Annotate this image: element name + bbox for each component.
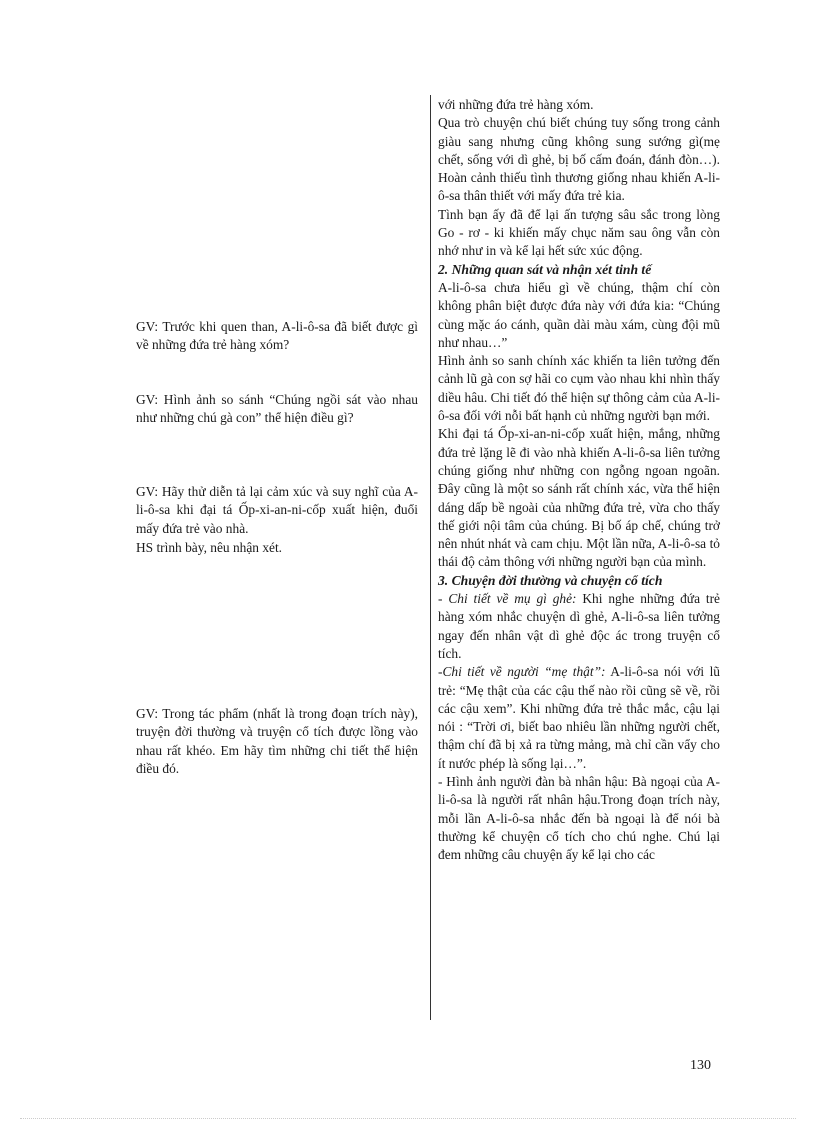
paragraph [438,590,720,663]
bottom-border [20,1118,796,1119]
page-number: 130 [690,1058,711,1073]
student-note: HS trình bày, nêu nhận xét. [136,540,283,555]
detail-text: A-li-ô-sa nói với lũ trẻ: “Mẹ thật của các cậu thế nào rồi cũng sẽ về, rồi các cậu xem”. Khi những đứa trẻ thắc mắc, cậu lại nói : “Trời ơi, biết bao nhiêu lần những người chết, thậm chí đã bị xả ra từng mảng, mà chỉ cần vẩy cho ít nước phép là sống lại…”. [438,664,720,771]
paragraph: Tình bạn ấy đã để lại ấn tượng sâu sắc trong lòng Go - rơ - ki khiến mấy chục năm sau ông vẫn còn nhớ như in và kể lại hết sức xúc động. [438,206,720,259]
paragraph: Hình ảnh so sanh chính xác khiến ta liên tưởng đến cảnh lũ gà con sợ hãi co cụm vào nhau khi nhìn thấy diều hâu. Chi tiết đó thể hiện sự thông cảm của A-li-ô-sa đối với nỗi bất hạnh củ những người bạn mới. [438,353,720,424]
section-heading-2: 2. Những quan sát và nhận xét tinh tế [438,261,652,277]
paragraph: - Hình ảnh người đàn bà nhân hậu: Bà ngoại của A-li-ô-sa là người rất nhân hậu.Trong đoạn trích này, mỗi lần A-li-ô-sa nhắc đến bà ngoại là để nói bà thường kể chuyện cổ tích cho chú nghe. Chú lại đem những câu chuyện ấy kể lại cho các [438,773,720,863]
paragraph [438,663,720,773]
question-4: GV: Trong tác phẩm (nhất là trong đoạn trích này), truyện đời thường và truyện cổ tích được lồng vào nhau rất khéo. Em hãy tìm những chi tiết thể hiện điều đó. [136,706,418,776]
question-1: GV: Trước khi quen than, A-li-ô-sa đã biết được gì về những đứa trẻ hàng xóm? [136,319,418,353]
column-divider [430,95,431,1020]
detail-label: -Chi tiết về người “mẹ thật”: [438,664,606,680]
paragraph: Qua trò chuyện chú biết chúng tuy sống trong cảnh giàu sang nhưng cũng không sung sướng gì(mẹ chết, sống với dì ghẻ, bị bố cấm đoán, đánh đòn…). Hoàn cảnh thiếu tình thương giống nhau khiến A-li-ô-sa thân thiết với mấy đứa trẻ kia. [438,115,720,204]
question-2: GV: Hình ảnh so sánh “Chúng ngồi sát vào nhau như những chú gà con” thể hiện điều gì? [136,392,418,426]
paragraph: Khi đại tá Ốp-xi-an-ni-cốp xuất hiện, mắng, những đứa trẻ lặng lẽ đi vào nhà khiến A-li-ô-sa liên tưởng chúng giống như những con ngỗng ngoan ngoãn. Đây cũng là một so sánh rất chính xác, vừa thể hiện dáng dấp bề ngoài của những đứa trẻ, vừa cho thấy thế giới nội tâm của chúng. Bị bố áp chế, chúng trở nên nhút nhát và cam chịu. Một lần nữa, A-li-ô-sa tỏ thái độ cảm thông với những người bạn của mình. [438,426,720,570]
paragraph: với những đứa trẻ hàng xóm. [438,97,594,112]
question-3: GV: Hãy thử diễn tả lại cảm xúc và suy nghĩ của A-li-ô-sa khi đại tá Ốp-xi-an-ni-cốp xuất hiện, đuổi mấy đứa trẻ vào nhà. [136,484,418,536]
content-column [438,96,720,864]
paragraph: A-li-ô-sa chưa hiểu gì về chúng, thậm chí còn không phân biệt được đứa này với đứa kia: “Chúng cùng mặc áo cánh, quần dài màu xám, cùng đội mũ như nhau…” [438,279,720,350]
detail-text: Khi nghe những đứa trẻ hàng xóm nhắc chuyện dì ghẻ, A-li-ô-sa liên tưởng ngay đến nhân vật dì ghẻ độc ác trong truyện cổ tích. [438,591,720,661]
detail-label: - Chi tiết về mụ gì ghẻ: [438,591,577,607]
section-heading-3: 3. Chuyện đời thường và chuyện cổ tích [438,572,663,588]
